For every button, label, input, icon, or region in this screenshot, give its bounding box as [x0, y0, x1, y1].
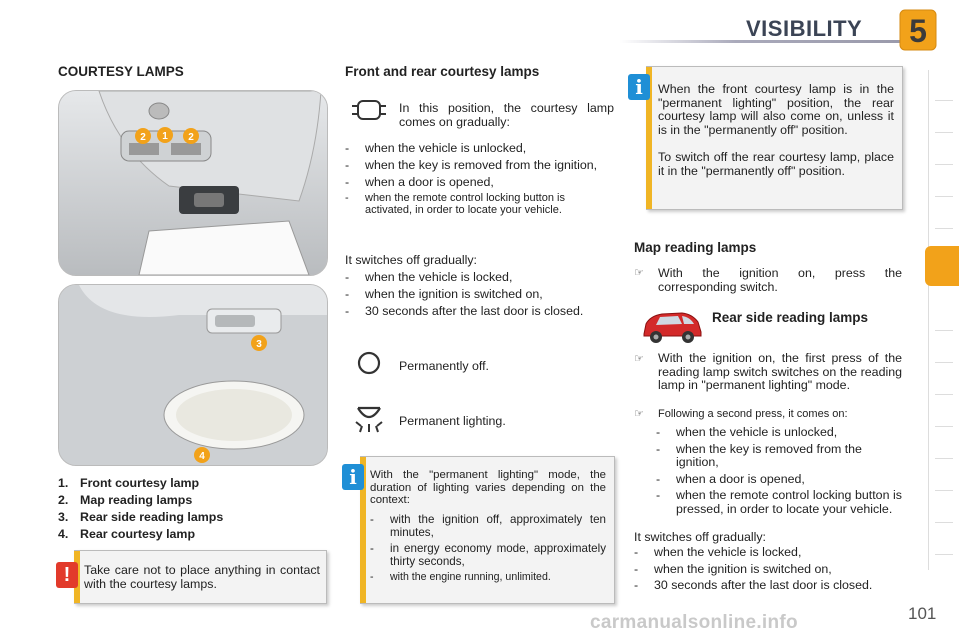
info-icon: i: [342, 464, 364, 490]
list-item: - when the vehicle is unlocked,: [654, 426, 902, 440]
list-item: - with the ignition off, approximately ten minutes,: [368, 513, 606, 539]
rear-lamp-photo: [58, 284, 328, 466]
courtesy-lamps-heading: COURTESY LAMPS: [58, 64, 184, 79]
rear-reading-item-2: [634, 408, 902, 420]
photo-label: 3: [256, 339, 262, 350]
photo-label: 1: [162, 131, 168, 142]
chapter-tab[interactable]: [935, 166, 953, 197]
chapter-tab[interactable]: [935, 492, 953, 523]
watermark: carmanualsonline.info: [590, 612, 798, 633]
off-intro: It switches off gradually:: [345, 253, 478, 267]
car-side-icon: [638, 306, 704, 351]
permanently-off-icon: [356, 350, 382, 381]
rear-ceiling-illustration: [59, 285, 327, 465]
list-item: - when the remote control locking button is pressed, in order to locate your vehicle.: [654, 489, 902, 516]
photo-label: 2: [188, 132, 194, 143]
chapter-tab[interactable]: [935, 198, 953, 229]
list-item: - when the vehicle is locked,: [343, 270, 614, 284]
list-item: - when the vehicle is locked,: [632, 546, 902, 560]
pointer-icon: ☞: [634, 353, 644, 365]
chapter-tab[interactable]: [935, 70, 953, 101]
chapter-tab[interactable]: [935, 428, 953, 459]
chapter-tab[interactable]: [935, 524, 953, 555]
off-conditions-list: [343, 270, 614, 321]
front-console-illustration: [59, 91, 327, 275]
info-list: [368, 513, 606, 587]
info-intro: With the "permanent lighting" mode, the duration of lighting varies depending on the context:: [370, 469, 606, 506]
legend-item: 4. Rear courtesy lamp: [58, 527, 196, 541]
chapter-tab[interactable]: [935, 102, 953, 133]
perm-on-label: Permanent lighting.: [399, 414, 506, 428]
permanent-lighting-icon: [352, 404, 386, 439]
legend-item: 1. Front courtesy lamp: [58, 476, 200, 490]
list-item: - when the vehicle is unlocked,: [343, 141, 614, 155]
map-reading-item: [634, 266, 902, 294]
rear-reading-text: With the ignition on, the first press of the reading lamp switch switches on the reading lamp in "permanent lighting" mode.: [658, 351, 902, 392]
pointer-icon: ☞: [634, 408, 644, 420]
perm-off-label: Permanently off.: [399, 359, 489, 373]
list-item: - with the engine running, unlimited.: [368, 571, 606, 584]
photo-label: 4: [199, 451, 205, 462]
list-item: - in energy economy mode, approximately thirty seconds,: [368, 542, 606, 568]
info-icon: i: [628, 74, 650, 100]
rear-side-reading-heading: Rear side reading lamps: [712, 310, 869, 325]
chapter-tab[interactable]: [935, 300, 953, 331]
chapter-number: 5: [909, 13, 927, 49]
page-title: VISIBILITY: [746, 16, 863, 41]
list-item: - 30 seconds after the last door is closed.: [632, 579, 902, 593]
permanent-mode-info-note: [360, 456, 615, 604]
warning-text: Take care not to place anything in contact with the courtesy lamps.: [84, 563, 320, 591]
list-item: - when a door is opened,: [343, 175, 614, 189]
lamp-legend: [58, 476, 326, 544]
legend-item: 3. Rear side reading lamps: [58, 510, 224, 524]
pointer-icon: ☞: [634, 267, 644, 279]
chapter-tab-active[interactable]: [925, 246, 959, 286]
front-lamp-photo: [58, 90, 328, 276]
info-paragraph-1: When the front courtesy lamp is in the "permanent lighting" position, the rear courtesy lamp will also come on, unless it is in the "permanently off" position.: [658, 82, 894, 137]
rear-reading-second-press: Following a second press, it comes on:: [658, 408, 848, 420]
chapter-badge-icon: [898, 8, 938, 52]
list-item: - when the ignition is switched on,: [632, 563, 902, 577]
chapter-number-badge: [898, 8, 938, 52]
rear-on-list: [654, 426, 902, 519]
chapter-tab[interactable]: [935, 460, 953, 491]
list-item: - when the key is removed from the ignition,: [343, 158, 614, 172]
map-reading-heading: Map reading lamps: [634, 240, 757, 255]
warning-note: [74, 550, 327, 604]
list-item: - when the remote control locking button is activated, in order to locate your vehicle.: [343, 192, 614, 216]
rear-lamp-info-note: [646, 66, 903, 210]
rear-reading-item-1: [634, 352, 902, 393]
list-item: - when a door is opened,: [654, 473, 902, 487]
on-conditions-list: [343, 141, 614, 219]
gradual-on-text: In this position, the courtesy lamp comes on gradually:: [399, 101, 614, 129]
chapter-tab-strip: [928, 70, 959, 570]
list-item: - when the ignition is switched on,: [343, 287, 614, 301]
page-number: 101: [908, 604, 937, 623]
rear-off-intro: It switches off gradually:: [634, 530, 767, 544]
chapter-tab[interactable]: [935, 364, 953, 395]
rear-off-list: [632, 546, 902, 596]
info-paragraph-2: To switch off the rear courtesy lamp, place it in the "permanently off" position.: [658, 150, 894, 178]
list-item: - 30 seconds after the last door is closed.: [343, 304, 614, 318]
legend-item: 2. Map reading lamps: [58, 493, 193, 507]
chapter-tab[interactable]: [935, 134, 953, 165]
photo-label: 2: [140, 132, 146, 143]
gradual-lighting-icon: [352, 98, 386, 127]
chapter-tab[interactable]: [935, 396, 953, 427]
list-item: - when the key is removed from the ignition,: [654, 443, 902, 470]
front-rear-lamps-heading: Front and rear courtesy lamps: [345, 64, 540, 79]
warning-icon: !: [56, 562, 78, 588]
map-reading-text: With the ignition on, press the corresponding switch.: [658, 266, 902, 294]
chapter-tab[interactable]: [935, 332, 953, 363]
